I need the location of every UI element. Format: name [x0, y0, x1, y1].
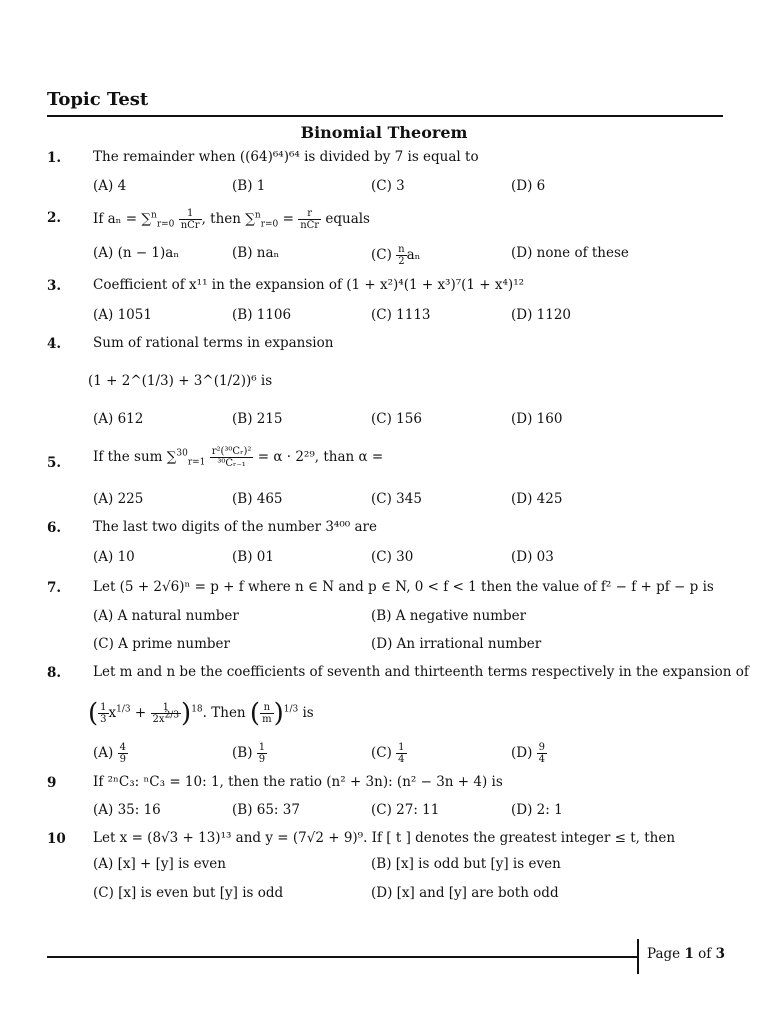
option-b: (B) $\frac{1}{9}$ — [232, 742, 266, 765]
option-c: (C) $\frac{1}{4}$ — [371, 742, 405, 765]
option-c: (C) A prime number — [93, 636, 230, 652]
option-d: (D) none of these — [511, 245, 629, 261]
option-d: (D) 1120 — [511, 307, 572, 323]
option-c: (C) 345 — [371, 491, 422, 507]
q2-text-c: equals — [321, 211, 370, 227]
option-a: (A) A natural number — [93, 608, 239, 624]
option-c: (C) 3 — [371, 178, 405, 194]
question-text: Coefficient of x¹¹ in the expansion of (1 + x²)⁴(1 + x³)⁷(1 + x⁴)¹² — [93, 277, 525, 293]
q2-sum1-upper: n — [151, 210, 157, 221]
option-d: (D) $\frac{9}{4}$ — [511, 742, 546, 765]
option-b: (B) 1106 — [232, 307, 292, 323]
option-b: (B) 01 — [232, 549, 274, 565]
option-a: (A) 35: 16 — [93, 802, 161, 818]
option-b: (B) 65: 37 — [232, 802, 300, 818]
option-c: (C) 156 — [371, 411, 422, 427]
option-a: (A) 10 — [93, 549, 135, 565]
option-c: (C) 30 — [371, 549, 414, 565]
q2-sum1-lower: r=0 — [156, 219, 175, 230]
question-text: Let m and n be the coefficients of seventh and thirteenth terms respectively in the expansion of — [93, 664, 749, 680]
question-number: 8. — [47, 665, 62, 681]
option-c: (C) 1113 — [371, 307, 431, 323]
option-b: (B) [x] is odd but [y] is even — [371, 856, 561, 872]
option-c: (C) 27: 11 — [371, 802, 440, 818]
option-d: (D) An irrational number — [371, 636, 542, 652]
option-d: (D) 2: 1 — [511, 802, 563, 818]
question-text: If ²ⁿC₃: ⁿC₃ = 10: 1, then the ratio (n² + 3n): (n² − 3n + 4) is — [93, 774, 503, 790]
q2-text-b: , then ∑ — [201, 211, 255, 227]
question-number: 10 — [47, 831, 66, 847]
question-text: The remainder when ((64)⁶⁴)⁶⁴ is divided by 7 is equal to — [93, 149, 479, 165]
option-d: (D) 03 — [511, 549, 554, 565]
footer-divider — [47, 956, 637, 958]
option-b: (B) naₙ — [232, 245, 280, 261]
option-a: (A) 1051 — [93, 307, 152, 323]
question-number: 5. — [47, 455, 62, 471]
q2-text-a: If aₙ = ∑ — [93, 211, 152, 227]
option-c: (C) $\frac{n}{2}$ aₙ — [371, 244, 421, 267]
question-text: Let x = (8√3 + 13)¹³ and y = (7√2 + 9)⁹. If [ t ] denotes the greatest integer ≤ t, then — [93, 830, 676, 846]
page-indicator: Page 1 of 3 — [647, 946, 725, 962]
option-b: (B) 215 — [232, 411, 283, 427]
q2-frac1: $\frac{1}{\text{nCr}}$ — [180, 208, 200, 231]
option-a: (A) 4 — [93, 178, 127, 194]
option-b: (B) 465 — [232, 491, 283, 507]
option-a: (A) [x] + [y] is even — [93, 856, 226, 872]
option-a: (A) 612 — [93, 411, 144, 427]
question-number: 2. — [47, 210, 62, 226]
footer-vertical-bar — [637, 939, 639, 974]
q5-sum-lower: r=1 — [187, 457, 206, 468]
option-d: (D) 160 — [511, 411, 563, 427]
q5-frac: $\frac{\text{r²(³⁰Cᵣ)²}}{\text{³⁰Cᵣ₋₁}}$ — [211, 446, 252, 469]
subject-heading: Binomial Theorem — [300, 123, 468, 142]
q2-sum2-lower: r=0 — [260, 219, 279, 230]
option-a: (A) 225 — [93, 491, 144, 507]
question-number: 6. — [47, 520, 62, 536]
q4-expression: (1 + 2^(1/3) + 3^(1/2))⁶ is — [88, 373, 273, 389]
page-title: Topic Test — [47, 89, 149, 110]
question-text: If aₙ = ∑$^n_{r=0}$ $\frac{1}{\text{nCr}}$ , then ∑$^n_{r=0}$ = $\frac{r}{\text{nCr}}$ equals — [93, 208, 370, 231]
question-number: 9 — [47, 775, 57, 791]
option-d: (D) 6 — [511, 178, 546, 194]
q8-expression: ( $\frac{1}{3}$ $x^{1/3}$ + $\frac{1}{2x^{2/3}}$ )$^{18}$. Then ( $\frac{n}{m}$ )$^{1/3}$ is — [88, 698, 314, 729]
question-text: Let (5 + 2√6)ⁿ = p + f where n ∈ N and p ∈ N, 0 < f < 1 then the value of f² − f + pf − p is — [93, 579, 714, 595]
question-number: 3. — [47, 278, 62, 294]
option-c: (C) [x] is even but [y] is odd — [93, 885, 284, 901]
question-text: The last two digits of the number 3⁴⁰⁰ are — [93, 519, 377, 535]
question-text: If the sum ∑$^{30}_{r=1}$ $\frac{\text{r²(³⁰Cᵣ)²}}{\text{³⁰Cᵣ₋₁}}$ = α · 2²⁹, than α = — [93, 446, 384, 469]
option-d: (D) 425 — [511, 491, 563, 507]
q5-sum-upper: 30 — [176, 448, 188, 459]
option-b: (B) 1 — [232, 178, 266, 194]
option-b: (B) A negative number — [371, 608, 527, 624]
header-divider — [47, 115, 723, 117]
question-number: 7. — [47, 580, 62, 596]
q2-sum2-upper: n — [254, 210, 261, 221]
option-d: (D) [x] and [y] are both odd — [371, 885, 559, 901]
question-number: 1. — [47, 150, 62, 166]
option-a: (A) (n − 1)aₙ — [93, 245, 180, 261]
question-text: Sum of rational terms in expansion — [93, 335, 334, 351]
option-a: (A) $\frac{4}{9}$ — [93, 742, 126, 765]
q2-frac2: $\frac{r}{\text{nCr}}$ — [300, 208, 320, 231]
question-number: 4. — [47, 336, 62, 352]
